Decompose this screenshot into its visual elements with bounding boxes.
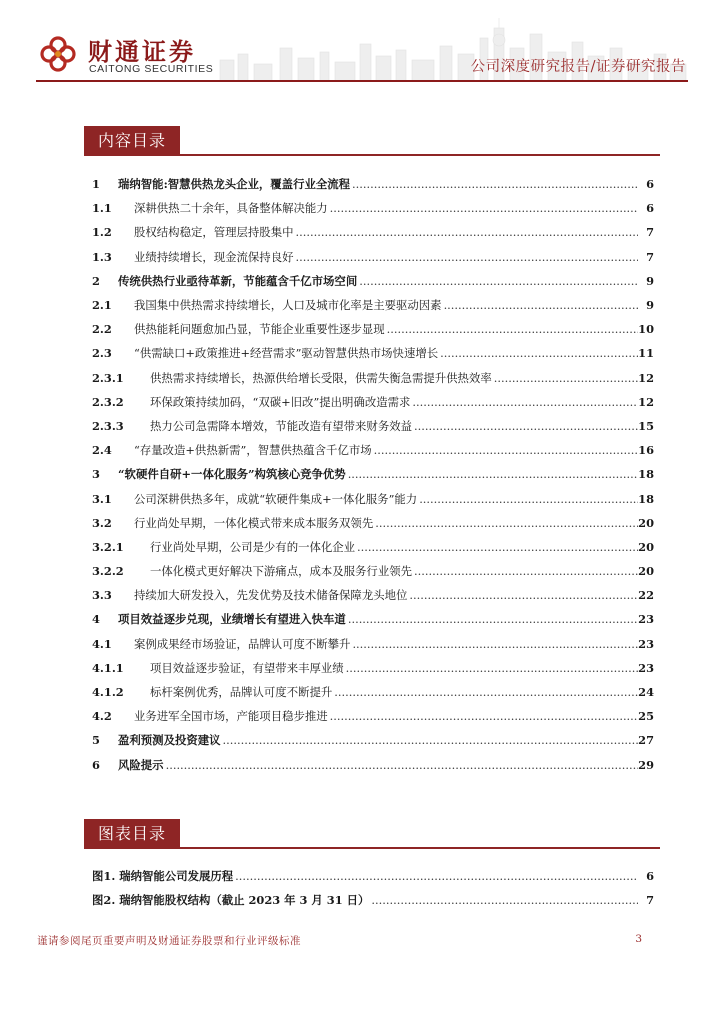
toc-entry-title: 行业尚处早期，公司是少有的一体化企业 — [150, 539, 356, 554]
toc-leader-dots — [371, 893, 638, 907]
figures-heading-rule — [84, 847, 660, 849]
toc-entry-page: 27 — [638, 733, 654, 748]
toc-entry-number: 4.2 — [92, 709, 112, 724]
toc-entry-page: 7 — [646, 893, 654, 908]
caitong-logo-icon — [38, 34, 78, 74]
toc-entry-number: 2.3.1 — [92, 370, 124, 385]
toc-leader-dots — [346, 661, 638, 675]
toc-entry-title-wrap — [92, 868, 638, 884]
toc-entry-title-wrap — [118, 273, 638, 289]
toc-leader-dots — [352, 177, 638, 191]
toc-entry-number: 4.1.1 — [92, 660, 124, 675]
toc-entry-title: 公司深耕供热多年，成就“软硬件集成+一体化服务”能力 — [134, 491, 418, 506]
page-number: 3 — [635, 933, 642, 945]
toc-entry-page: 18 — [638, 467, 654, 482]
toc-leader-dots — [387, 322, 638, 336]
toc-entry-title-wrap — [150, 370, 638, 386]
toc-entry-title-wrap — [150, 660, 638, 676]
toc-entry-title-wrap — [134, 442, 638, 458]
toc-entry-number: 2.3.2 — [92, 394, 124, 409]
toc-entry-title-wrap — [134, 321, 638, 337]
toc-entry[interactable] — [92, 753, 654, 777]
toc-entry-number: 3.2 — [92, 515, 112, 530]
toc-entry-number: 3.3 — [92, 588, 112, 603]
toc-entry-title: 股权结构稳定，管理层持股集中 — [134, 225, 294, 240]
toc-leader-dots — [330, 201, 638, 215]
toc-entry[interactable] — [92, 607, 654, 631]
toc-entry-title-wrap — [150, 684, 638, 700]
toc-entry-title-wrap — [134, 345, 638, 361]
toc-entry[interactable] — [92, 196, 654, 220]
brand-name-en: CAITONG SECURITIES — [89, 63, 214, 75]
list-of-figures — [92, 864, 654, 912]
toc-entry-title: 图1. 瑞纳智能公司发展历程 — [92, 869, 234, 884]
table-of-contents — [92, 172, 654, 777]
toc-leader-dots — [444, 298, 638, 312]
toc-entry-page: 9 — [646, 298, 654, 313]
toc-entry-page: 23 — [638, 612, 654, 627]
toc-leader-dots — [348, 467, 638, 481]
report-type-label: 公司深度研究报告/证券研究报告 — [470, 59, 686, 75]
toc-leader-dots — [295, 225, 638, 239]
toc-entry[interactable] — [92, 172, 654, 196]
toc-entry-number: 6 — [92, 757, 100, 772]
brand-name-cn: 财通证券 — [88, 38, 196, 66]
toc-entry-title: 标杆案例优秀，品牌认可度不断提升 — [150, 685, 333, 700]
toc-entry[interactable] — [92, 390, 654, 414]
toc-leader-dots — [375, 516, 638, 530]
figures-heading-banner — [84, 819, 660, 849]
toc-entry-number: 2.4 — [92, 443, 112, 458]
toc-entry-title-wrap — [118, 176, 638, 192]
toc-entry-page: 7 — [646, 225, 654, 240]
footer-disclaimer: 谨请参阅尾页重要声明及财通证券股票和行业评级标准 — [37, 935, 301, 947]
toc-entry-page: 20 — [638, 515, 654, 530]
toc-entry-title: 行业尚处早期，一体化模式带来成本服务双领先 — [134, 515, 374, 530]
toc-entry[interactable] — [92, 535, 654, 559]
toc-leader-dots — [295, 250, 638, 264]
toc-entry-page: 20 — [638, 539, 654, 554]
toc-entry-title-wrap — [118, 757, 638, 773]
toc-entry[interactable] — [92, 583, 654, 607]
toc-entry-number: 2 — [92, 273, 100, 288]
toc-entry-title: 我国集中供热需求持续增长，人口及城市化率是主要驱动因素 — [134, 298, 442, 313]
toc-entry-title-wrap — [118, 732, 638, 748]
toc-entry[interactable] — [92, 559, 654, 583]
toc-entry-title: 盈利预测及投资建议 — [118, 733, 221, 748]
toc-entry-title-wrap — [134, 587, 638, 603]
toc-entry[interactable] — [92, 245, 654, 269]
toc-entry-number: 3 — [92, 467, 100, 482]
toc-entry-title: 环保政策持续加码，“双碳+旧改”提出明确改造需求 — [150, 394, 411, 409]
toc-entry-number: 2.1 — [92, 298, 112, 313]
toc-leader-dots — [374, 443, 638, 457]
toc-entry-title: “供需缺口+政策推进+经营需求”驱动智慧供热市场快速增长 — [134, 346, 439, 361]
toc-entry-title: 供热需求持续增长，热源供给增长受限，供需失衡急需提升供热效率 — [150, 370, 492, 385]
toc-entry[interactable] — [92, 680, 654, 704]
toc-leader-dots — [166, 758, 638, 772]
toc-leader-dots — [359, 274, 638, 288]
toc-entry-number: 1 — [92, 177, 100, 192]
toc-entry-number: 4 — [92, 612, 100, 627]
toc-entry-title: 图2. 瑞纳智能股权结构（截止 2023 年 3 月 31 日） — [92, 893, 370, 908]
toc-entry-number: 2.3 — [92, 346, 112, 361]
toc-entry-title: “软硬件自研+一体化服务”构筑核心竞争优势 — [118, 467, 346, 482]
toc-entry-page: 6 — [646, 869, 654, 884]
toc-entry-title: “存量改造+供热新需”，智慧供热蕴含千亿市场 — [134, 443, 372, 458]
toc-entry-page: 25 — [638, 709, 654, 724]
toc-entry-title-wrap — [118, 611, 638, 627]
toc-entry-title: 瑞纳智能:智慧供热龙头企业，覆盖行业全流程 — [118, 177, 351, 192]
toc-entry[interactable] — [92, 317, 654, 341]
toc-leader-dots — [440, 346, 638, 360]
toc-entry-page: 24 — [638, 685, 654, 700]
toc-leader-dots — [419, 492, 638, 506]
toc-entry-page: 29 — [638, 757, 654, 772]
toc-entry-title: 供热能耗问题愈加凸显，节能企业重要性逐步显现 — [134, 322, 385, 337]
toc-entry-number: 1.2 — [92, 225, 112, 240]
toc-entry-title: 业绩持续增长，现金流保持良好 — [134, 249, 294, 264]
toc-entry-title: 项目效益逐步验证，有望带来丰厚业绩 — [150, 660, 344, 675]
toc-entry-title-wrap — [134, 636, 638, 652]
toc-entry-page: 16 — [638, 443, 654, 458]
toc-leader-dots — [414, 564, 638, 578]
toc-leader-dots — [414, 419, 638, 433]
toc-entry-title: 案例成果经市场验证，品牌认可度不断攀升 — [134, 636, 351, 651]
toc-entry-title: 热力公司急需降本增效，节能改造有望带来财务效益 — [150, 418, 412, 433]
toc-entry-page: 6 — [646, 201, 654, 216]
toc-entry-title-wrap — [134, 297, 638, 313]
toc-entry-title-wrap — [134, 708, 638, 724]
toc-entry-number: 1.1 — [92, 201, 112, 216]
toc-leader-dots — [409, 588, 638, 602]
toc-entry-title-wrap — [150, 563, 638, 579]
toc-entry[interactable] — [92, 888, 654, 912]
toc-entry[interactable] — [92, 220, 654, 244]
toc-entry-title-wrap — [150, 418, 638, 434]
toc-entry-page: 23 — [638, 660, 654, 675]
toc-entry-page: 15 — [638, 418, 654, 433]
toc-entry-page: 7 — [646, 249, 654, 264]
toc-leader-dots — [357, 540, 638, 554]
toc-leader-dots — [412, 395, 638, 409]
toc-entry[interactable] — [92, 269, 654, 293]
contents-heading: 内容目录 — [84, 126, 180, 156]
toc-entry[interactable] — [92, 632, 654, 656]
toc-entry-title: 业务进军全国市场，产能项目稳步推进 — [134, 709, 328, 724]
figures-heading: 图表目录 — [84, 819, 180, 849]
toc-entry[interactable] — [92, 366, 654, 390]
header-divider — [36, 80, 688, 82]
toc-entry-title-wrap — [134, 200, 638, 216]
toc-entry[interactable] — [92, 414, 654, 438]
toc-entry-title-wrap — [134, 491, 638, 507]
toc-entry[interactable] — [92, 728, 654, 752]
toc-entry-number: 3.2.2 — [92, 564, 124, 579]
toc-entry-title-wrap — [150, 539, 638, 555]
toc-entry-title: 深耕供热二十余年，具备整体解决能力 — [134, 201, 328, 216]
toc-entry-page: 11 — [638, 346, 654, 361]
toc-entry-number: 4.1.2 — [92, 685, 124, 700]
toc-leader-dots — [235, 869, 638, 883]
toc-leader-dots — [494, 371, 638, 385]
toc-entry-title-wrap — [134, 515, 638, 531]
toc-entry-number: 3.2.1 — [92, 539, 124, 554]
toc-entry-number: 3.1 — [92, 491, 112, 506]
toc-entry-title: 传统供热行业亟待革新，节能蕴含千亿市场空间 — [118, 273, 358, 288]
toc-entry[interactable] — [92, 511, 654, 535]
contents-heading-banner — [84, 126, 660, 156]
toc-entry-page: 22 — [638, 588, 654, 603]
toc-leader-dots — [352, 637, 638, 651]
toc-entry-title: 项目效益逐步兑现，业绩增长有望进入快车道 — [118, 612, 346, 627]
toc-entry[interactable] — [92, 341, 654, 365]
toc-entry-title-wrap — [134, 249, 638, 265]
toc-leader-dots — [348, 612, 638, 626]
toc-entry-number: 2.2 — [92, 322, 112, 337]
toc-entry-title: 一体化模式更好解决下游痛点，成本及服务行业领先 — [150, 564, 412, 579]
toc-entry-number: 1.3 — [92, 249, 112, 264]
toc-entry[interactable] — [92, 704, 654, 728]
toc-entry[interactable] — [92, 656, 654, 680]
toc-entry-page: 6 — [646, 177, 654, 192]
toc-entry-page: 20 — [638, 564, 654, 579]
toc-entry-number: 5 — [92, 733, 100, 748]
toc-entry[interactable] — [92, 486, 654, 510]
toc-entry[interactable] — [92, 438, 654, 462]
toc-entry-page: 10 — [638, 322, 654, 337]
toc-leader-dots — [223, 733, 638, 747]
toc-entry-number: 4.1 — [92, 636, 112, 651]
toc-entry-page: 12 — [638, 394, 654, 409]
toc-entry-title: 持续加大研发投入，先发优势及技术储备保障龙头地位 — [134, 588, 408, 603]
toc-entry[interactable] — [92, 864, 654, 888]
page-header — [0, 0, 724, 95]
toc-entry-title-wrap — [150, 394, 638, 410]
toc-leader-dots — [330, 709, 638, 723]
contents-heading-rule — [84, 154, 660, 156]
toc-entry-title-wrap — [134, 224, 638, 240]
toc-entry-page: 18 — [638, 491, 654, 506]
toc-leader-dots — [334, 685, 638, 699]
toc-entry[interactable] — [92, 462, 654, 486]
toc-entry-page: 12 — [638, 370, 654, 385]
toc-entry-title: 风险提示 — [118, 757, 164, 772]
toc-entry-title-wrap — [118, 466, 638, 482]
toc-entry-number: 2.3.3 — [92, 418, 124, 433]
toc-entry-title-wrap — [92, 892, 638, 908]
toc-entry[interactable] — [92, 293, 654, 317]
toc-entry-page: 23 — [638, 636, 654, 651]
toc-entry-page: 9 — [646, 273, 654, 288]
